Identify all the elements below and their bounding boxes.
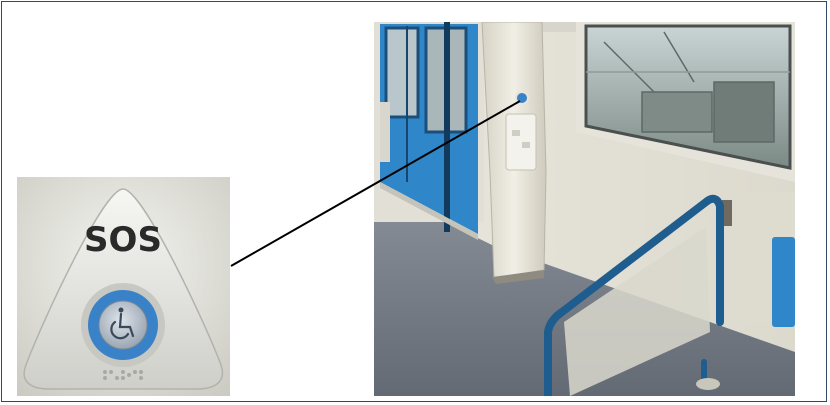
- rail-base: [696, 378, 720, 390]
- pillar-panel: [506, 114, 536, 170]
- sos-button-small[interactable]: [516, 92, 528, 104]
- train-interior-photo: [374, 22, 795, 396]
- sos-label: SOS: [84, 220, 162, 260]
- blue-seat: [772, 237, 795, 327]
- sos-button[interactable]: [99, 301, 147, 349]
- sos-button-closeup-photo: [17, 177, 230, 396]
